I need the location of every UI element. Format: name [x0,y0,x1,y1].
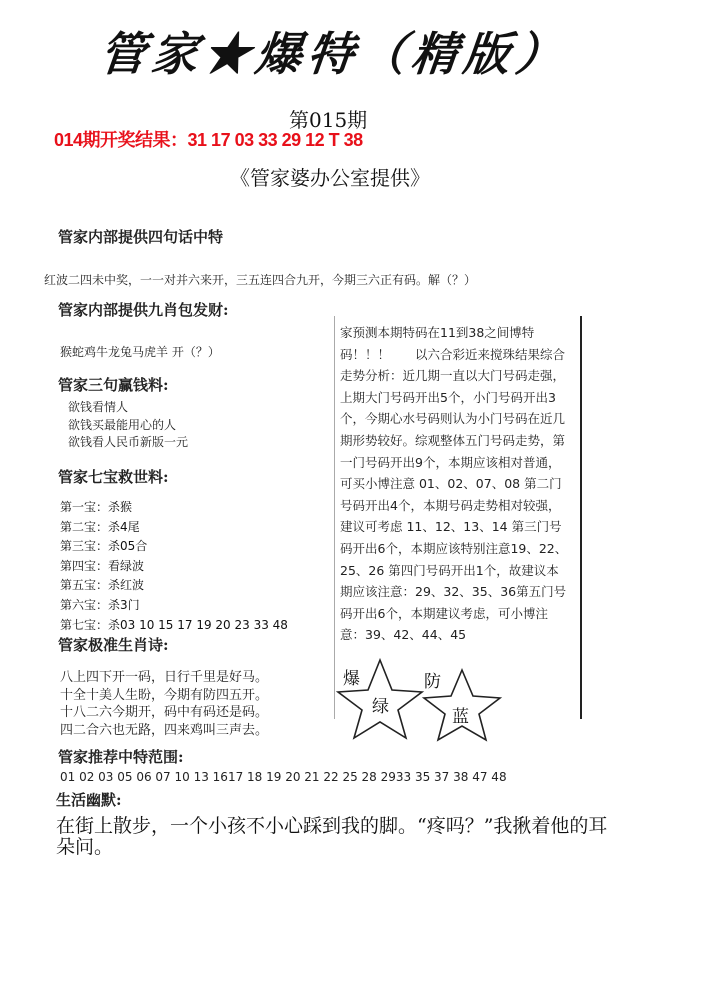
stamp-fang: 防 [424,672,441,692]
treasure-item: 第一宝：杀猴 [60,500,133,514]
three-sentences-line: 欲钱买最能用心的人 [68,417,177,432]
provider-line: 《管家婆办公室提供》 [230,166,430,190]
three-sentences-heading: 管家三句赢钱料: [58,376,169,394]
stamp-bao: 爆 [343,669,360,689]
treasure-item: 第五宝：杀红波 [60,578,145,593]
treasure-item: 第四宝：看绿波 [60,558,145,573]
four-lines-heading: 管家内部提供四句话中特 [58,228,224,246]
stamp-blue: 蓝 [452,707,469,727]
last-draw-result: 014期开奖结果：31 17 03 33 29 12 T 38 [54,130,363,150]
poem-line: 十全十美人生盼，今期有防四五开。 [60,687,269,703]
humor-text: 在街上散步，一个小孩不小心踩到我的脚。“疼吗？”我揪着他的耳朵问。 [56,815,608,858]
zodiac-poem-heading: 管家极准生肖诗: [58,636,169,654]
treasure-item: 第二宝：杀4尾 [60,519,140,534]
poem-line: 十八二六今期开，码中有码还是码。 [60,705,269,721]
treasure-item: 第三宝：杀05合 [60,539,148,554]
zodiac-poem [60,669,268,739]
page-title: 管家★爆特（精版） [96,27,571,81]
forecast-text: 家预测本期特码在11到38之间博特码！！！ 以六合彩近来搅珠结果综合走势分析：近几期一直以大门号码走强，上期大门号码开出5个，小门号码开出3个，今期心水号码则认为小门号码在近几期形势较好。综观整体五门号码走势，第一门号码开出9个，本期应该相对普通，可买小博注意 01、02、07、08 第二门号码开出4个，本期号码走势相对较强，建议可考虑 11、12、13、14 第三门号码开出6个，本期应该特别注意19、22、25、26 第四门号码开出1个，故建议本期应该注意：29、32、35、36第五门号码开出6个，本期建议考虑，可小博注意：39、42、44、45 [340,325,568,643]
seven-treasures-heading: 管家七宝救世料: [58,468,169,486]
three-sentences-line: 欲钱看情人 [68,400,129,414]
four-lines-text: 红波二四未中奖，一一对并六来开，三五连四合九开，今期三六正有码。解（？） [44,273,477,287]
range-heading: 管家推荐中特范围: [58,748,184,766]
range-numbers: 01 02 03 05 06 07 10 13 1617 18 19 20 21 22 25 28 2933 35 37 38 47 48 [60,770,507,784]
three-sentences-list [68,399,188,452]
nine-zodiac-heading: 管家内部提供九肖包发财: [58,301,229,319]
seven-treasures-list [60,498,288,635]
poem-line: 四二合六也无路，四来鸡叫三声去。 [60,722,269,738]
stamp-green: 绿 [372,697,389,717]
issue-number: 第015期 [289,108,368,132]
three-sentences-line: 欲钱看人民币新版一元 [68,435,189,450]
treasure-item: 第六宝：杀3门 [60,597,140,612]
treasure-item: 第七宝：杀03 10 15 17 19 20 23 33 48 [60,617,288,632]
humor-heading: 生活幽默: [56,791,122,809]
nine-zodiac-text: 猴蛇鸡牛龙兔马虎羊 开（？） [60,345,220,359]
poem-line: 八上四下开一码，日行千里是好马。 [60,670,269,685]
